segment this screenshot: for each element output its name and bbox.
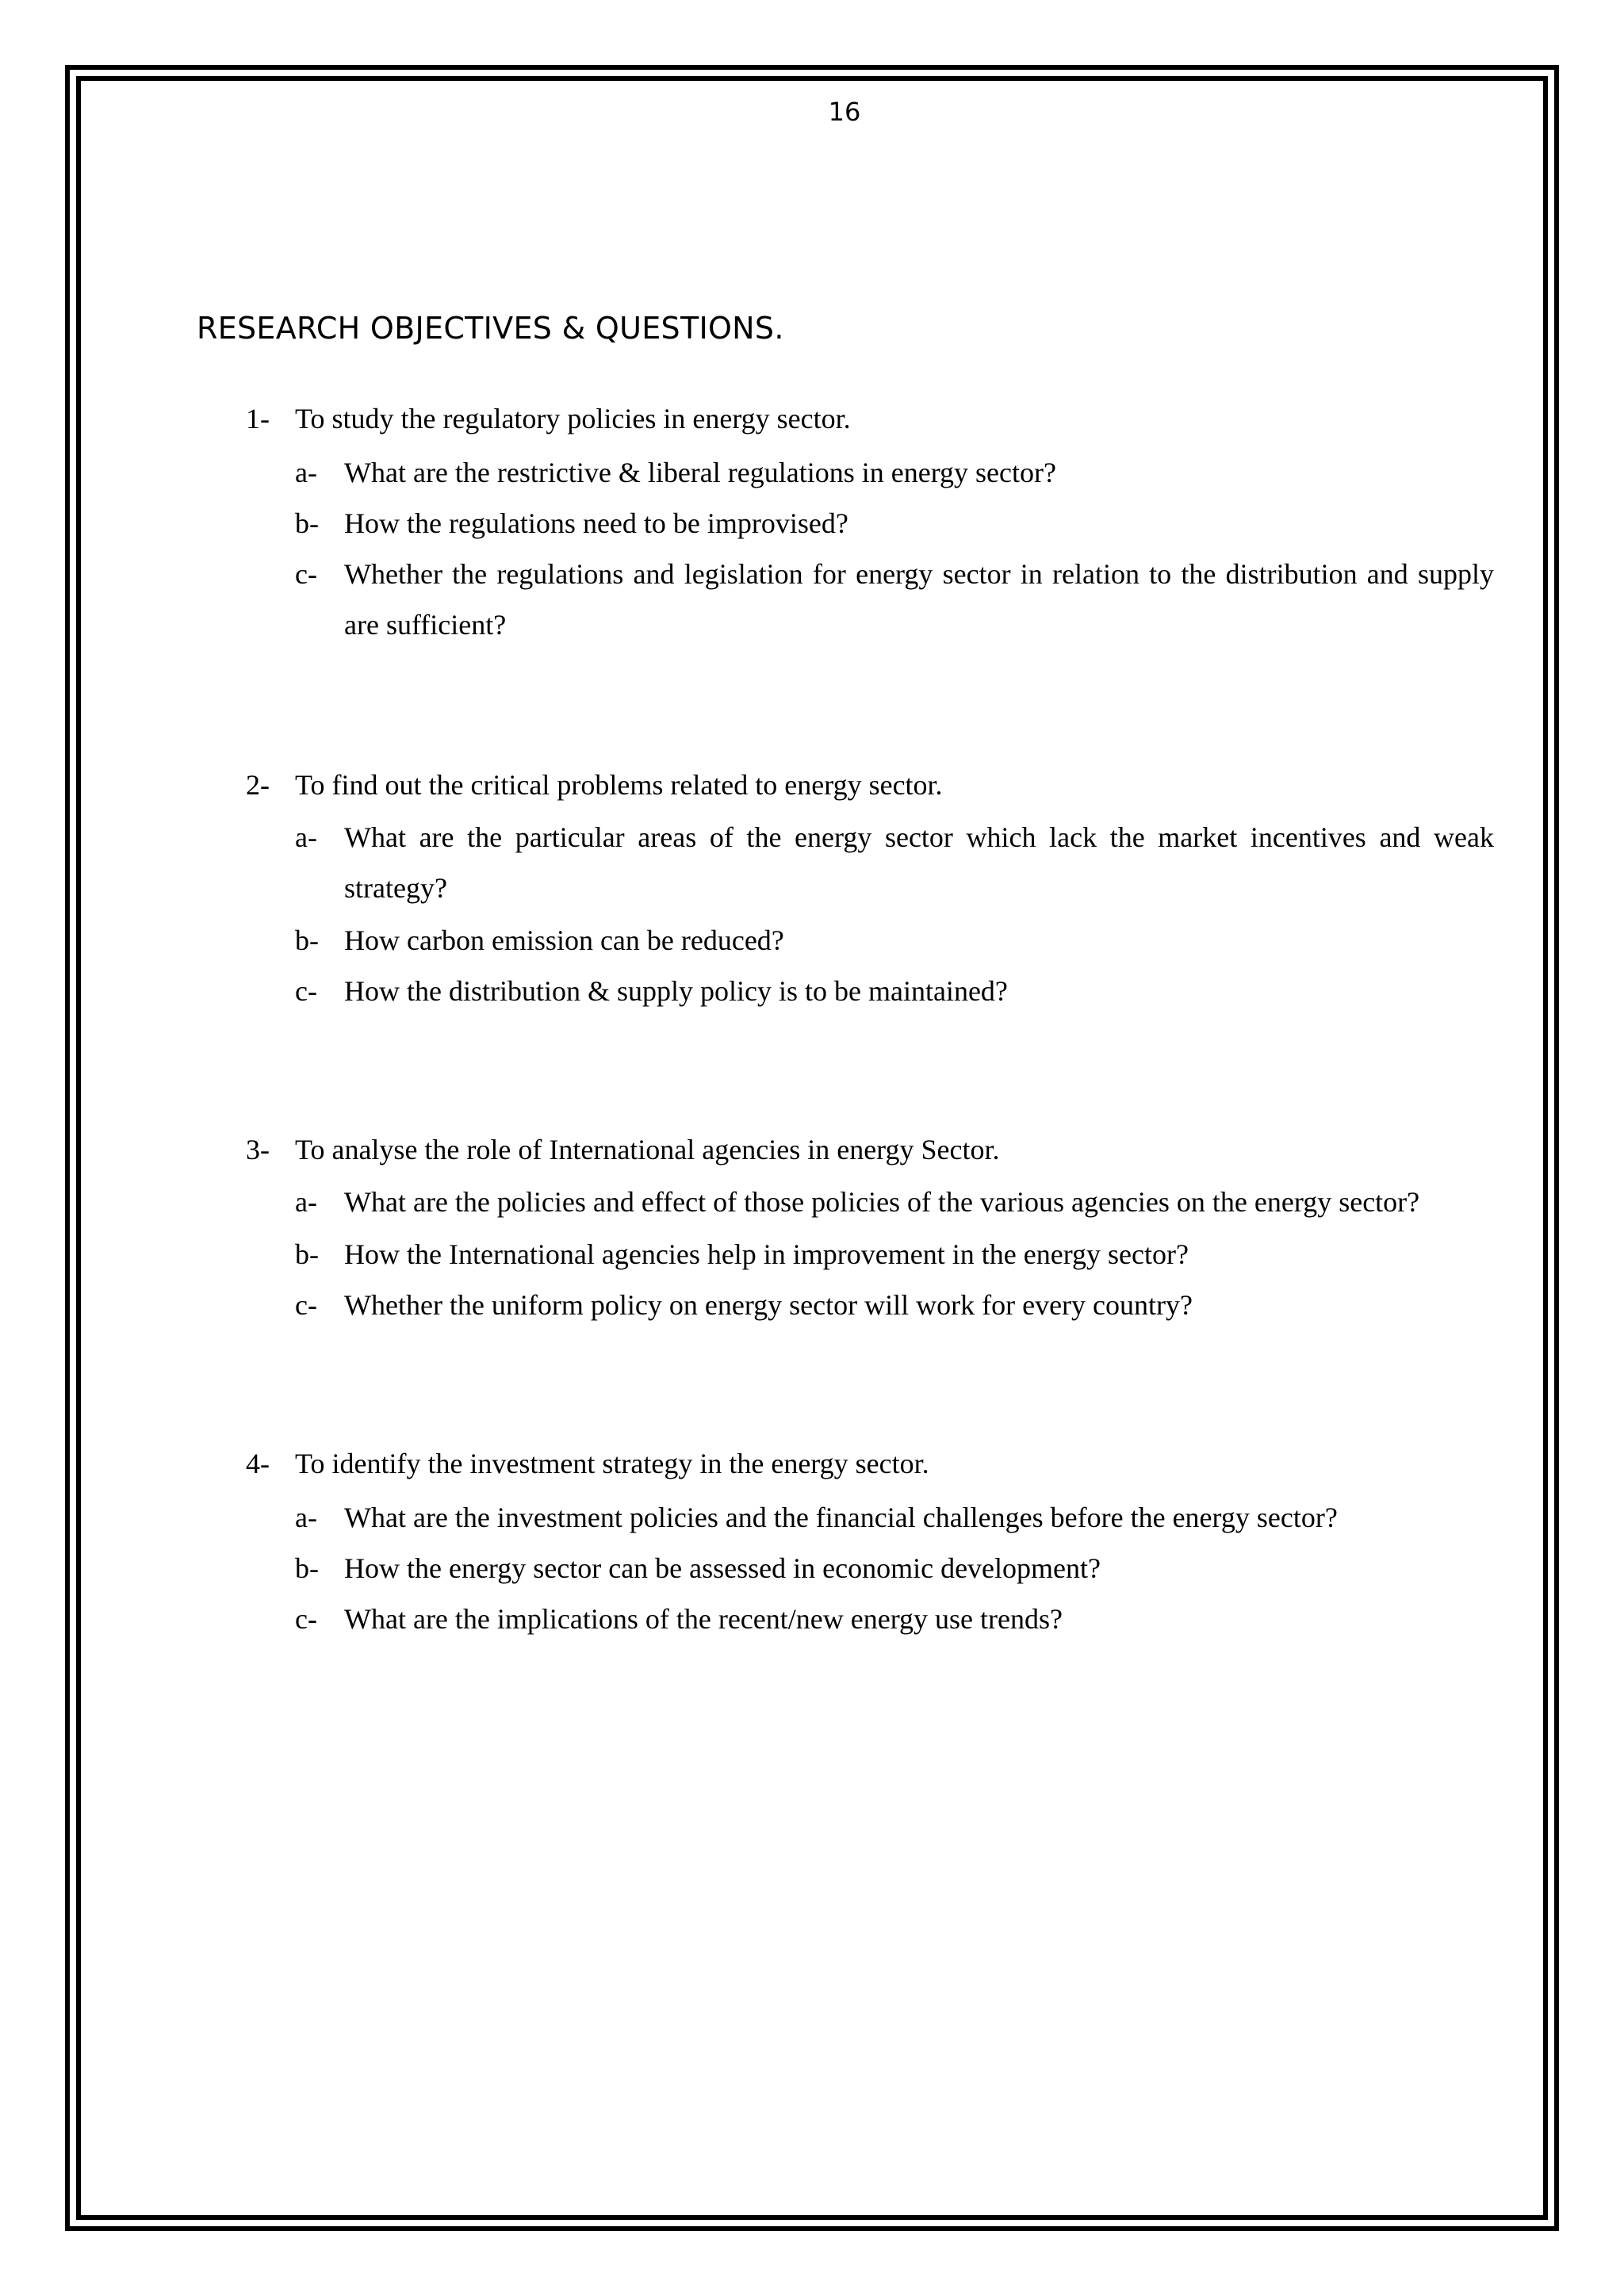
question-2b: [295, 915, 1494, 966]
question-text: How the International agencies help in improvement in the energy sector?: [344, 1238, 1189, 1270]
objective-text: To study the regulatory policies in energy sector.: [295, 403, 851, 434]
question-letter: c-: [295, 975, 317, 1007]
question-text: What are the restrictive & liberal regulations in energy sector?: [344, 457, 1056, 488]
question-letter: a-: [295, 457, 317, 488]
objective-text: To analyse the role of International agencies in energy Sector.: [295, 1134, 1000, 1165]
question-text: What are the particular areas of the energy sector which lack the market incentives and weak strategy?: [344, 821, 1494, 904]
question-text: How the regulations need to be improvised?: [344, 507, 848, 539]
question-2c: [295, 966, 1494, 1016]
question-4b: [295, 1543, 1494, 1594]
question-letter: a-: [295, 1502, 317, 1533]
page-number: 16: [828, 97, 861, 127]
question-text: How the distribution & supply policy is to be maintained?: [344, 975, 1008, 1007]
objective-text: To find out the critical problems related to energy sector.: [295, 769, 943, 801]
question-2a: [295, 812, 1494, 913]
question-letter: c-: [295, 1603, 317, 1635]
question-letter: c-: [295, 558, 317, 590]
question-1a: [295, 447, 1494, 498]
objective-number: 2-: [246, 769, 270, 801]
question-1b: [295, 498, 1494, 549]
question-3a: [295, 1177, 1494, 1227]
question-text: How carbon emission can be reduced?: [344, 924, 784, 956]
question-letter: b-: [295, 924, 319, 956]
question-1c: [295, 549, 1494, 650]
question-4a: [295, 1492, 1494, 1543]
objective-text: To identify the investment strategy in the energy sector.: [295, 1448, 929, 1479]
question-3c: [295, 1280, 1494, 1330]
question-3b: [295, 1229, 1494, 1280]
question-4c: [295, 1594, 1494, 1644]
question-letter: c-: [295, 1289, 317, 1321]
question-text: How the energy sector can be assessed in economic development?: [344, 1552, 1101, 1584]
objective-number: 4-: [246, 1448, 270, 1479]
question-text: What are the policies and effect of those policies of the various agencies on the energy sector?: [344, 1186, 1420, 1218]
question-letter: a-: [295, 1186, 317, 1218]
objective-number: 1-: [246, 403, 270, 434]
section-heading: RESEARCH OBJECTIVES & QUESTIONS.: [197, 311, 784, 346]
question-text: Whether the regulations and legislation for energy sector in relation to the distribution and supply are sufficient?: [344, 558, 1494, 641]
objective-number: 3-: [246, 1134, 270, 1165]
question-text: What are the implications of the recent/new energy use trends?: [344, 1603, 1063, 1635]
question-letter: b-: [295, 1552, 319, 1584]
question-letter: a-: [295, 821, 317, 853]
question-letter: b-: [295, 507, 319, 539]
question-letter: b-: [295, 1238, 319, 1270]
question-text: Whether the uniform policy on energy sector will work for every country?: [344, 1289, 1193, 1321]
question-text: What are the investment policies and the financial challenges before the energy sector?: [344, 1502, 1338, 1533]
